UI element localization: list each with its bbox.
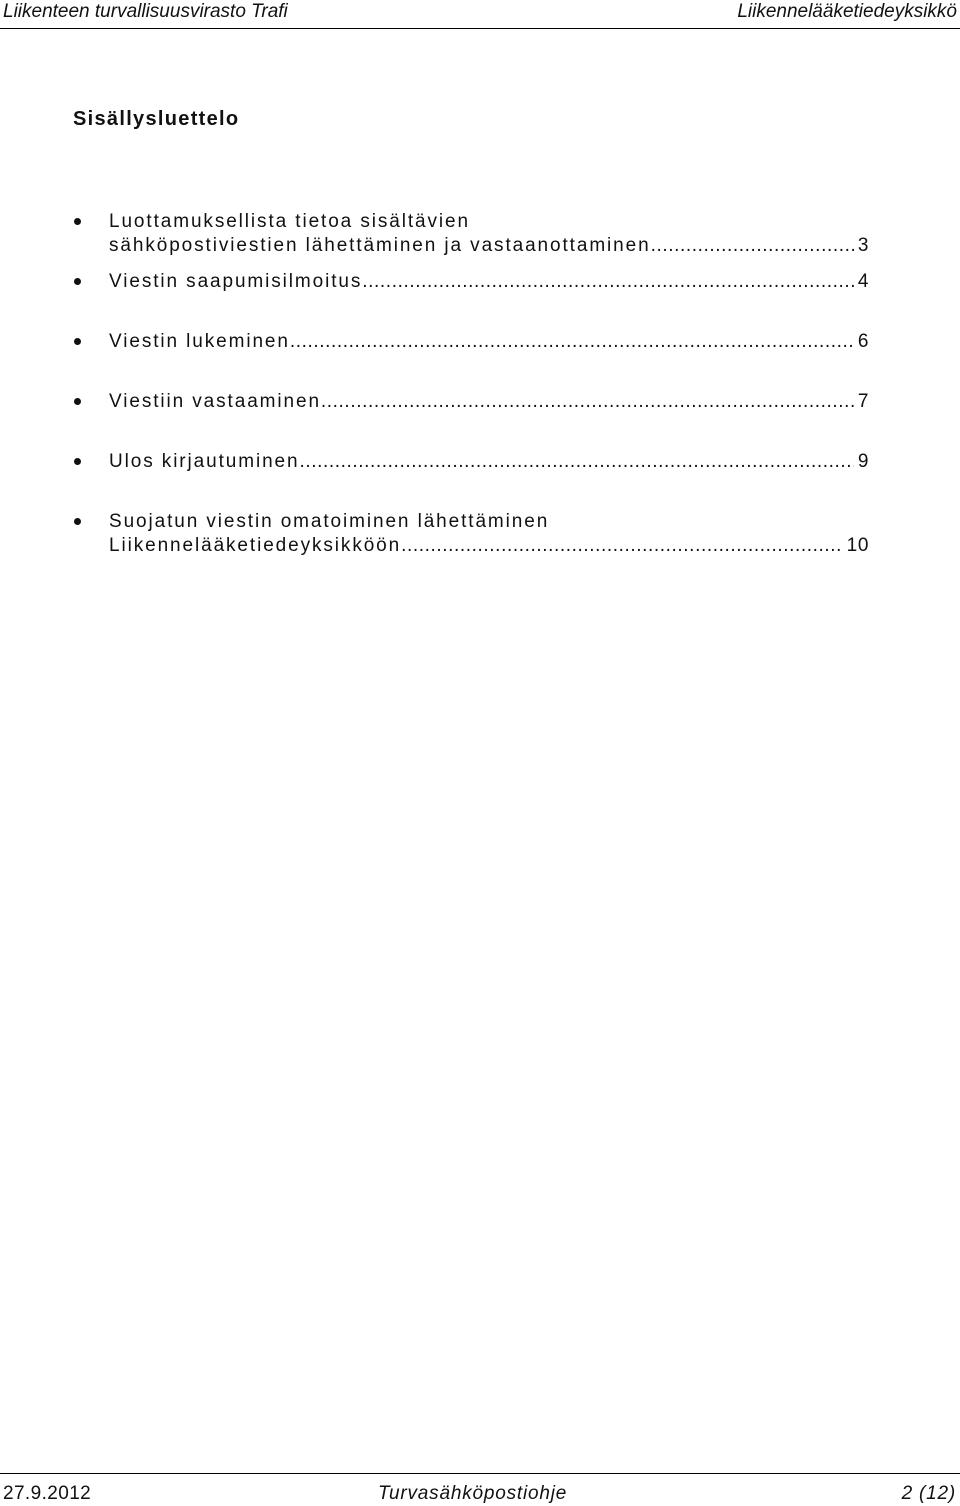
toc-item-title-line: Viestiin vastaaminen (109, 391, 321, 412)
toc-page-number: 9 (857, 451, 869, 472)
toc-leader-dots (300, 450, 854, 474)
page-footer (0, 1473, 960, 1506)
header-unit: Liikennelääketiedeyksikkö (737, 1, 957, 22)
bullet-icon (74, 398, 81, 405)
toc-item[interactable] (74, 450, 874, 474)
toc-leader-dots (401, 534, 843, 558)
bullet-icon (74, 218, 81, 225)
toc-leader-dots (651, 234, 854, 258)
toc-item-title-line: Luottamuksellista tietoa sisältävien (109, 211, 470, 232)
toc-item[interactable] (74, 390, 874, 414)
footer-date: 27.9.2012 (3, 1483, 92, 1504)
toc-item[interactable] (74, 510, 874, 558)
toc-item[interactable] (74, 270, 874, 294)
header-organization: Liikenteen turvallisuusvirasto Trafi (3, 1, 288, 22)
toc-item-title-line: sähköpostiviestien lähettäminen ja vastaanottaminen (109, 235, 651, 256)
table-of-contents (74, 210, 874, 558)
toc-page-number: 7 (857, 391, 869, 412)
toc-page-number: 6 (857, 331, 869, 352)
bullet-icon (74, 278, 81, 285)
toc-item-title-line: Viestin lukeminen (109, 331, 290, 352)
bullet-icon (74, 338, 81, 345)
toc-leader-dots (362, 270, 854, 294)
toc-page-number: 10 (846, 535, 869, 556)
toc-leader-dots (321, 390, 854, 414)
footer-page-number: 2 (12) (901, 1483, 956, 1504)
toc-leader-dots (290, 330, 854, 354)
page-header (0, 0, 960, 29)
toc-page-number: 3 (857, 235, 869, 256)
bullet-icon (74, 518, 81, 525)
toc-item-title-line: Suojatun viestin omatoiminen lähettäminen (109, 511, 550, 532)
toc-item[interactable] (74, 330, 874, 354)
toc-item[interactable] (74, 210, 874, 258)
toc-item-title-line: Liikennelääketiedeyksikköön (109, 535, 402, 556)
toc-title: Sisällysluettelo (73, 108, 240, 130)
footer-document-name: Turvasähköpostiohje (378, 1483, 568, 1504)
toc-item-title-line: Ulos kirjautuminen (109, 451, 300, 472)
bullet-icon (74, 458, 81, 465)
toc-item-title-line: Viestin saapumisilmoitus (109, 271, 363, 292)
toc-page-number: 4 (857, 271, 869, 292)
